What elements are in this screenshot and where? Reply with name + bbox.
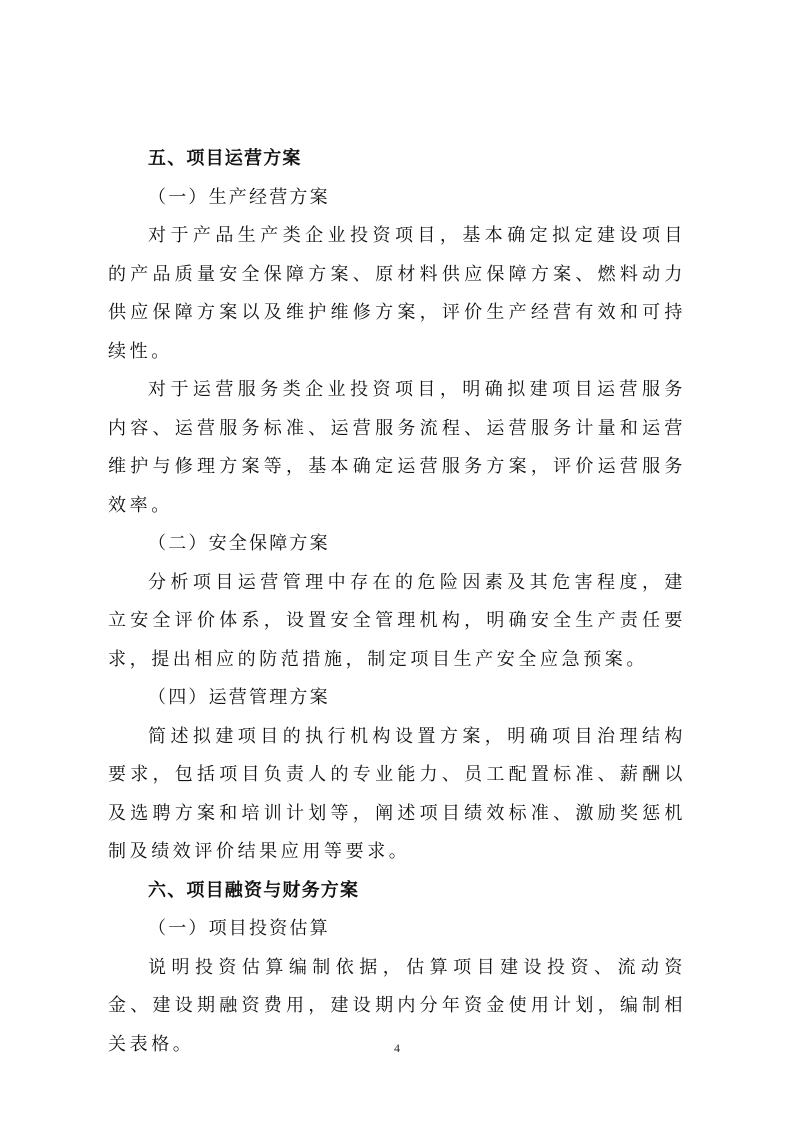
subsection-heading-production: （一）生产经营方案	[148, 186, 330, 208]
subsection-heading-investment-estimate: （一）项目投资估算	[148, 918, 330, 939]
page-number: 4	[394, 1041, 400, 1055]
paragraph-production-products: 对于产品生产类企业投资项目，基本确定拟定建设项目的产品质量安全保障方案、原材料供应保障方案、燃料动力供应保障方案以及维护维修方案，评价生产经营有效和可持续性。	[108, 225, 686, 362]
subsection-heading-safety: （二）安全保障方案	[148, 533, 330, 554]
section-heading-operations: 五、项目运营方案	[148, 148, 302, 169]
paragraph-safety: 分析项目运营管理中存在的危险因素及其危害程度，建立安全评价体系，设置安全管理机构，明确安全生产责任要求，提出相应的防范措施，制定项目生产安全应急预案。	[108, 571, 686, 670]
paragraph-management: 简述拟建项目的执行机构设置方案，明确项目治理结构要求，包括项目负责人的专业能力、员工配置标准、薪酬以及选聘方案和培训计划等，阐述项目绩效标准、激励奖惩机制及绩效评价结果应用等要求。	[108, 725, 686, 862]
section-heading-financing: 六、项目融资与财务方案	[148, 879, 360, 901]
subsection-heading-management: （四）运营管理方案	[148, 687, 330, 708]
document-page	[108, 140, 686, 1064]
paragraph-production-services: 对于运营服务类企业投资项目，明确拟建项目运营服务内容、运营服务标准、运营服务流程、运营服务计量和运营维护与修理方案等，基本确定运营服务方案，评价运营服务效率。	[108, 379, 686, 516]
paragraph-investment-estimate: 说明投资估算编制依据，估算项目建设投资、流动资金、建设期融资费用，建设期内分年资金使用计划，编制相关表格。	[108, 956, 686, 1055]
